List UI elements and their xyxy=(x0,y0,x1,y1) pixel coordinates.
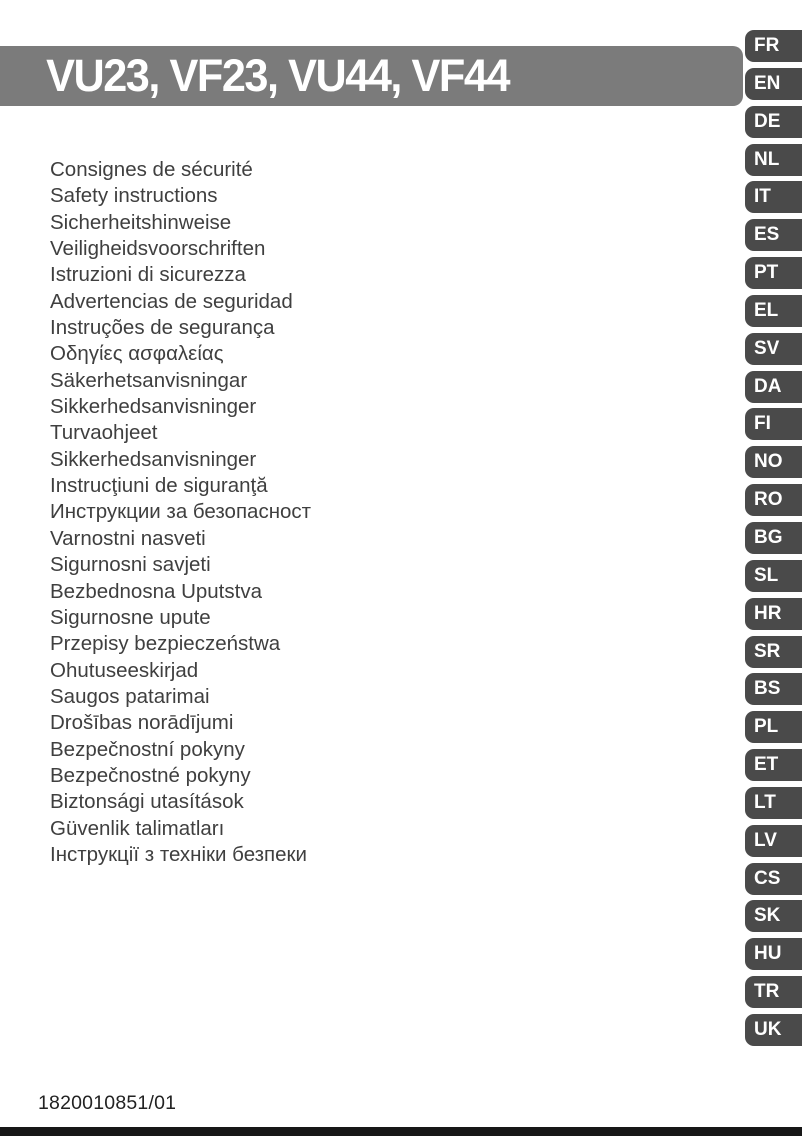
product-title: VU23, VF23, VU44, VF44 xyxy=(46,50,510,101)
language-list-item: Przepisy bezpieczeństwa xyxy=(50,632,281,656)
language-list-item: Instruções de segurança xyxy=(50,316,275,340)
language-tab-pl: PL xyxy=(745,711,802,743)
language-list-item: Veiligheidsvoorschriften xyxy=(50,237,266,261)
language-tab-sk: SK xyxy=(745,900,802,932)
footer-bar xyxy=(0,1127,802,1136)
document-number: 1820010851/01 xyxy=(38,1092,177,1114)
language-tab-ro: RO xyxy=(745,484,802,516)
language-list-item: Sikkerhedsanvisninger xyxy=(50,395,257,419)
language-list-item: Bezbednosna Uputstva xyxy=(50,579,262,603)
language-tab-cs: CS xyxy=(745,863,802,895)
language-tab-hu: HU xyxy=(745,938,802,970)
language-list-item: Sikkerhedsanvisninger xyxy=(50,447,257,471)
language-list xyxy=(50,157,650,868)
language-list-item: Sigurnosne upute xyxy=(50,605,211,629)
language-tab-pt: PT xyxy=(745,257,802,289)
language-tab-hr: HR xyxy=(745,598,802,630)
language-tab-lv: LV xyxy=(745,825,802,857)
language-list-item: Biztonsági utasítások xyxy=(50,790,244,814)
language-tab-sr: SR xyxy=(745,636,802,668)
language-list-item: Säkerhetsanvisningar xyxy=(50,368,248,392)
language-tab-et: ET xyxy=(745,749,802,781)
language-list-item: Sigurnosni savjeti xyxy=(50,553,211,577)
language-tab-lt: LT xyxy=(745,787,802,819)
language-tab-bg: BG xyxy=(745,522,802,554)
language-list-item: Bezpečnostní pokyny xyxy=(50,737,245,761)
language-list-item: Οδηγίες ασφαλείας xyxy=(50,342,224,366)
language-tab-tr: TR xyxy=(745,976,802,1008)
language-list-item: Güvenlik talimatları xyxy=(50,816,225,840)
language-list-item: Istruzioni di sicurezza xyxy=(50,263,246,287)
language-list-item: Advertencias de seguridad xyxy=(50,289,293,313)
language-tab-el: EL xyxy=(745,295,802,327)
language-tab-sv: SV xyxy=(745,333,802,365)
language-tab-fi: FI xyxy=(745,408,802,440)
language-list-item: Sicherheitshinweise xyxy=(50,210,232,234)
language-tab-bs: BS xyxy=(745,673,802,705)
language-tab-uk: UK xyxy=(745,1014,802,1046)
language-tab-nl: NL xyxy=(745,144,802,176)
language-list-item: Saugos patarimai xyxy=(50,684,210,708)
language-list-item: Turvaohjeet xyxy=(50,421,158,445)
language-tab-column xyxy=(745,30,802,1052)
language-list-item: Ohutuseeskirjad xyxy=(50,658,199,682)
language-tab-sl: SL xyxy=(745,560,802,592)
language-tab-fr: FR xyxy=(745,30,802,62)
language-list-item: Instrucţiuni de siguranţă xyxy=(50,474,268,498)
language-list-item: Инструкции за безопасност xyxy=(50,500,312,524)
language-list-item: Varnostni nasveti xyxy=(50,526,206,550)
language-list-item: Інструкції з техніки безпеки xyxy=(50,842,307,866)
language-tab-it: IT xyxy=(745,181,802,213)
language-list-item: Safety instructions xyxy=(50,184,218,208)
language-tab-no: NO xyxy=(745,446,802,478)
language-tab-da: DA xyxy=(745,371,802,403)
language-tab-en: EN xyxy=(745,68,802,100)
title-banner xyxy=(0,46,743,106)
language-tab-es: ES xyxy=(745,219,802,251)
language-list-item: Consignes de sécurité xyxy=(50,158,253,181)
language-tab-de: DE xyxy=(745,106,802,138)
language-list-item: Drošības norādījumi xyxy=(50,711,234,735)
language-list-item: Bezpečnostné pokyny xyxy=(50,763,251,787)
